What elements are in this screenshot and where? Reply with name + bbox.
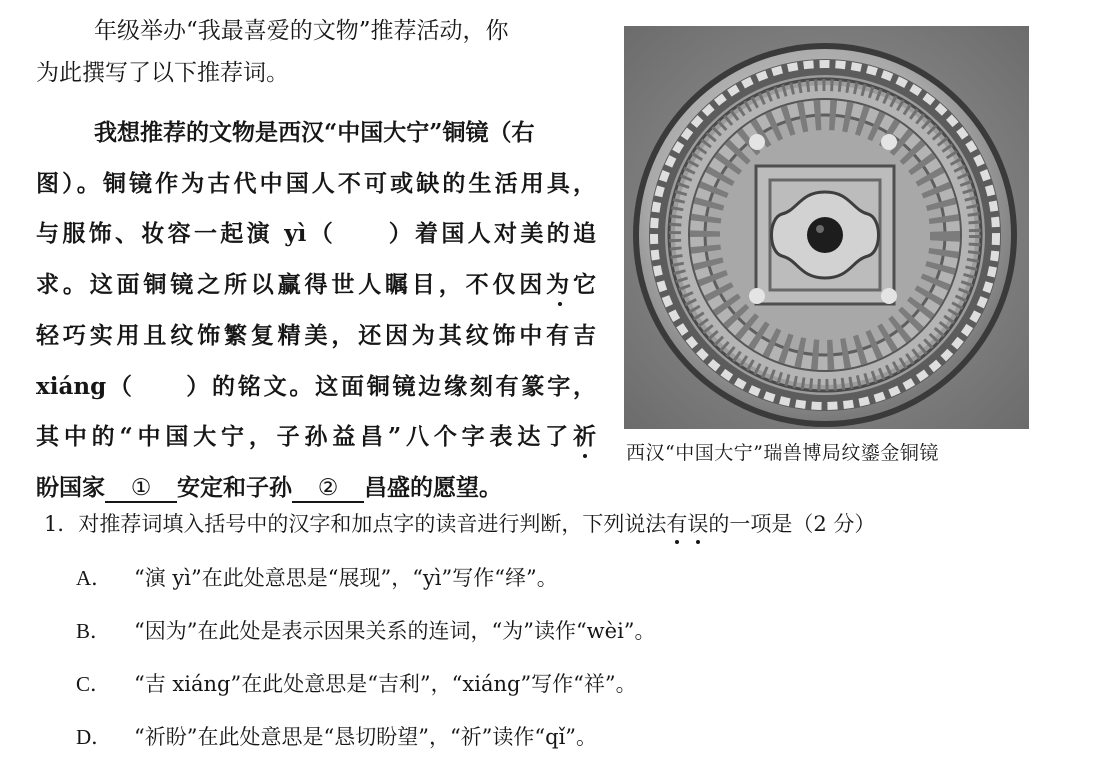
option-b — [76, 605, 656, 658]
option-b-letter: B． — [76, 619, 112, 643]
recommendation-paragraph — [36, 108, 596, 514]
blank-1: ① — [105, 475, 177, 503]
bronze-mirror-image — [624, 26, 1029, 429]
rec-line-8-end: 昌盛的愿望。 — [364, 473, 502, 501]
question-1-stem — [44, 502, 1084, 546]
rec-line-1: 我想推荐的文物是西汉“中国大宁”铜镜（右 — [94, 119, 535, 146]
rec-line-7 — [36, 412, 596, 463]
intro-line-2: 为此撰写了以下推荐词。 — [36, 60, 289, 86]
rec-line-4 — [36, 260, 596, 311]
blank-2: ② — [292, 475, 364, 503]
rec-line-4-text: 求。这面铜镜之所以赢得世人瞩目，不仅因 — [36, 271, 547, 299]
rec-line-4-end: 它 — [573, 271, 597, 299]
dotted-char-wei: 为 — [546, 271, 574, 299]
bronze-mirror-photo — [624, 26, 1029, 429]
option-c-text: “吉 xiáng”在此处意思是“吉利”，“xiáng”写作“祥”。 — [134, 672, 637, 696]
rec-line-8-mid: 安定和子孙 — [177, 473, 292, 501]
question-stem-end: 的一项是（2 分） — [708, 512, 876, 536]
rec-line-3: 与服饰、妆容一起演 yì（ ）着国人对美的追 — [36, 220, 596, 248]
option-b-text: “因为”在此处是表示因果关系的连词，“为”读作“wèi”。 — [134, 619, 656, 643]
intro-line-1: 年级举办“我最喜爱的文物”推荐活动，你 — [94, 18, 509, 44]
intro-paragraph — [36, 10, 596, 94]
rec-line-2: 图）。铜镜作为古代中国人不可或缺的生活用具， — [36, 169, 596, 197]
dotted-char-qi: 祈 — [573, 423, 596, 451]
rec-line-6: xiáng（ ）的铭文。这面铜镜边缘刻有篆字， — [36, 372, 596, 400]
rec-line-8-start: 盼国家 — [36, 473, 105, 501]
question-stem-text: 1．对推荐词填入括号中的汉字和加点字的读音进行判断，下列说法 — [44, 512, 667, 536]
option-a-letter: A． — [76, 566, 113, 590]
answer-options — [76, 552, 656, 764]
option-a — [76, 552, 656, 605]
dotted-char-wu: 误 — [687, 512, 709, 536]
rec-line-7-text: 其中的“中国大宁，子孙益昌”八个字表达了 — [36, 423, 573, 451]
dotted-char-you: 有 — [666, 512, 688, 536]
option-d-letter: D． — [76, 725, 113, 749]
option-d-text: “祈盼”在此处意思是“恳切盼望”，“祈”读作“qǐ”。 — [134, 725, 598, 749]
option-a-text: “演 yì”在此处意思是“展现”，“yì”写作“绎”。 — [134, 566, 558, 590]
option-c — [76, 658, 656, 711]
figure-caption: 西汉“中国大宁”瑞兽博局纹鎏金铜镜 — [626, 442, 939, 464]
rec-line-5: 轻巧实用且纹饰繁复精美，还因为其纹饰中有吉 — [36, 321, 596, 349]
option-d — [76, 711, 656, 764]
option-c-letter: C． — [76, 672, 112, 696]
